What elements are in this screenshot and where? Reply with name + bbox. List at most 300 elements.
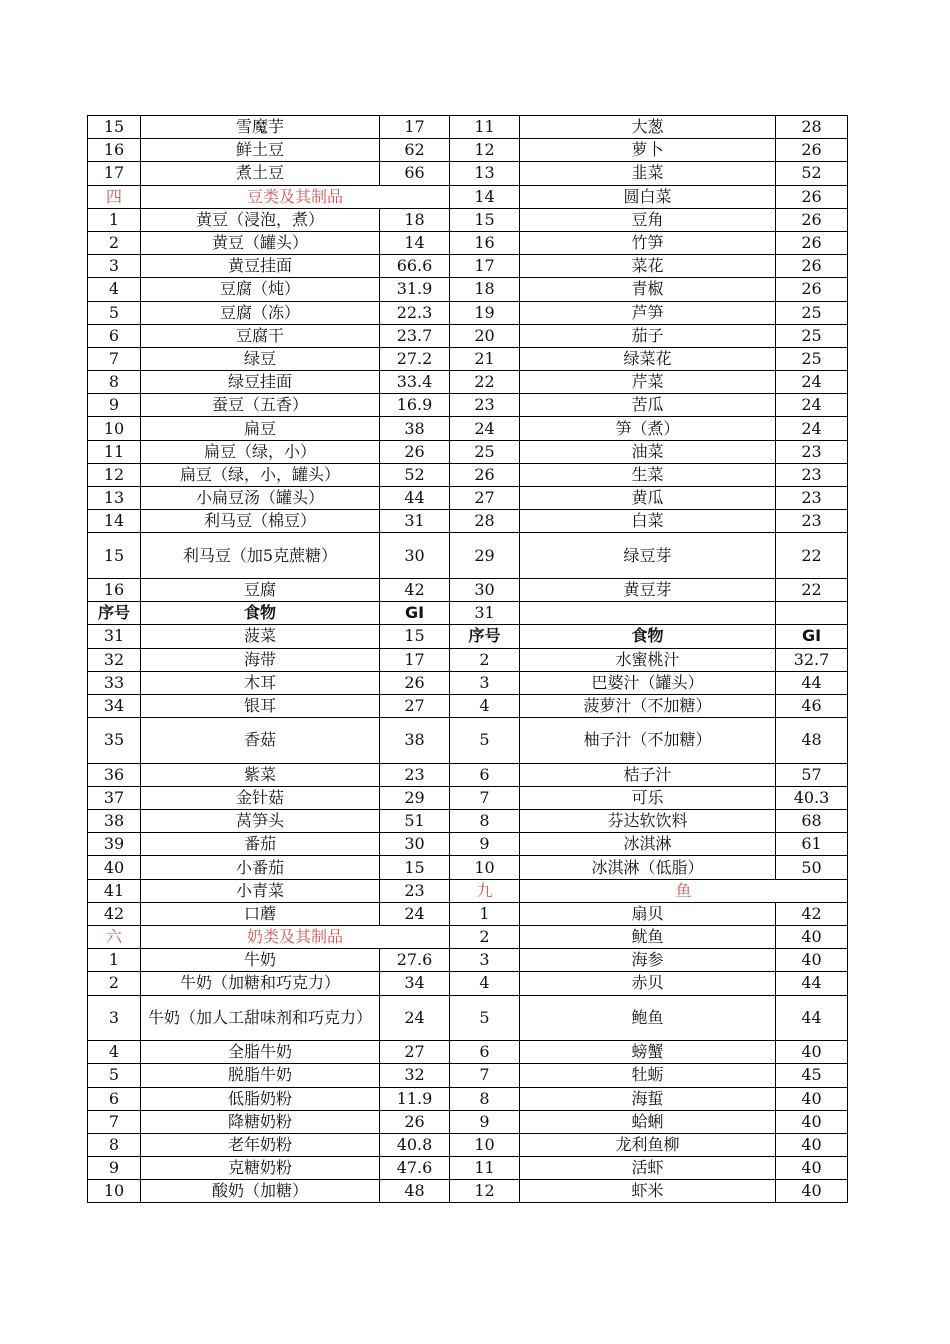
right-number-cell: 3 xyxy=(450,671,520,694)
left-category-number: 六 xyxy=(88,926,141,949)
right-food-cell: 可乐 xyxy=(520,786,776,809)
left-gi-cell: 44 xyxy=(380,487,450,510)
left-number-cell: 16 xyxy=(88,578,141,601)
right-gi-cell: 44 xyxy=(776,671,848,694)
left-food-cell: 扁豆（绿，小） xyxy=(141,440,380,463)
right-food-cell: 冰淇淋 xyxy=(520,833,776,856)
table-row xyxy=(88,208,848,231)
table-row xyxy=(88,301,848,324)
left-number-cell: 15 xyxy=(88,533,141,579)
left-gi-cell: 48 xyxy=(380,1180,450,1203)
right-food-cell: 豆角 xyxy=(520,208,776,231)
left-number-cell: 11 xyxy=(88,440,141,463)
left-food-cell: 小番茄 xyxy=(141,856,380,879)
left-food-cell: 番茄 xyxy=(141,833,380,856)
table-row xyxy=(88,763,848,786)
right-food-cell: 虾米 xyxy=(520,1180,776,1203)
right-food-cell: 白菜 xyxy=(520,510,776,533)
left-food-cell: 牛奶 xyxy=(141,949,380,972)
right-gi-cell: 24 xyxy=(776,394,848,417)
right-gi-cell: 22 xyxy=(776,578,848,601)
table-row xyxy=(88,347,848,370)
left-gi-cell: 27.2 xyxy=(380,347,450,370)
right-food-cell: 芹菜 xyxy=(520,371,776,394)
right-food-cell: 青椒 xyxy=(520,278,776,301)
left-number-cell: 1 xyxy=(88,208,141,231)
left-food-cell: 老年奶粉 xyxy=(141,1133,380,1156)
left-number-cell: 12 xyxy=(88,463,141,486)
right-number-cell: 12 xyxy=(450,1180,520,1203)
right-category-title: 鱼 xyxy=(520,879,848,902)
table-row xyxy=(88,694,848,717)
left-number-cell: 37 xyxy=(88,786,141,809)
left-gi-cell: 23 xyxy=(380,763,450,786)
right-food-cell: 生菜 xyxy=(520,463,776,486)
right-number-cell: 2 xyxy=(450,648,520,671)
left-food-cell: 雪魔芋 xyxy=(141,116,380,139)
left-gi-cell: 17 xyxy=(380,116,450,139)
left-number-cell: 14 xyxy=(88,510,141,533)
right-number-cell: 11 xyxy=(450,1157,520,1180)
left-header-food: 食物 xyxy=(141,602,380,625)
right-food-cell: 蛤蜊 xyxy=(520,1110,776,1133)
left-food-cell: 木耳 xyxy=(141,671,380,694)
table-row xyxy=(88,833,848,856)
left-food-cell: 扁豆（绿，小，罐头） xyxy=(141,463,380,486)
table-row xyxy=(88,1157,848,1180)
right-number-cell: 18 xyxy=(450,278,520,301)
left-number-cell: 5 xyxy=(88,1064,141,1087)
left-gi-cell: 33.4 xyxy=(380,371,450,394)
right-food-cell: 大葱 xyxy=(520,116,776,139)
table-row xyxy=(88,162,848,185)
gi-food-table xyxy=(87,115,848,1203)
right-number-cell: 10 xyxy=(450,856,520,879)
left-category-title: 奶类及其制品 xyxy=(141,926,450,949)
left-food-cell: 银耳 xyxy=(141,694,380,717)
table-row xyxy=(88,487,848,510)
table-row xyxy=(88,972,848,995)
right-number-cell: 26 xyxy=(450,463,520,486)
left-gi-cell: 27.6 xyxy=(380,949,450,972)
right-food-cell: 圆白菜 xyxy=(520,185,776,208)
right-number-cell: 27 xyxy=(450,487,520,510)
left-number-cell: 9 xyxy=(88,1157,141,1180)
left-gi-cell: 66 xyxy=(380,162,450,185)
right-food-cell: 菜花 xyxy=(520,255,776,278)
table-row xyxy=(88,902,848,925)
left-food-cell: 黄豆挂面 xyxy=(141,255,380,278)
table-row xyxy=(88,879,848,902)
right-food-cell: 韭菜 xyxy=(520,162,776,185)
right-gi-cell: 40.3 xyxy=(776,786,848,809)
left-food-cell: 降糖奶粉 xyxy=(141,1110,380,1133)
table-row xyxy=(88,371,848,394)
table-row xyxy=(88,417,848,440)
left-food-cell: 鲜土豆 xyxy=(141,139,380,162)
left-header-number: 序号 xyxy=(88,602,141,625)
right-food-cell: 萝卜 xyxy=(520,139,776,162)
table-row xyxy=(88,255,848,278)
right-number-cell: 19 xyxy=(450,301,520,324)
right-gi-cell: 40 xyxy=(776,1157,848,1180)
right-number-cell: 4 xyxy=(450,694,520,717)
left-number-cell: 15 xyxy=(88,116,141,139)
left-gi-cell: 11.9 xyxy=(380,1087,450,1110)
right-gi-cell: 26 xyxy=(776,185,848,208)
table-row xyxy=(88,510,848,533)
right-food-cell: 绿菜花 xyxy=(520,347,776,370)
table-row xyxy=(88,1133,848,1156)
right-food-cell: 赤贝 xyxy=(520,972,776,995)
right-number-cell: 10 xyxy=(450,1133,520,1156)
right-number-cell: 13 xyxy=(450,162,520,185)
left-number-cell: 38 xyxy=(88,810,141,833)
left-number-cell: 41 xyxy=(88,879,141,902)
right-number-cell: 1 xyxy=(450,902,520,925)
right-gi-cell: 40 xyxy=(776,1087,848,1110)
right-gi-cell: 57 xyxy=(776,763,848,786)
left-gi-cell: 30 xyxy=(380,833,450,856)
right-gi-cell: 26 xyxy=(776,255,848,278)
right-gi-cell: 26 xyxy=(776,139,848,162)
left-gi-cell: 17 xyxy=(380,648,450,671)
table-row xyxy=(88,671,848,694)
right-number-cell: 8 xyxy=(450,1087,520,1110)
right-gi-cell: 42 xyxy=(776,902,848,925)
left-food-cell: 酸奶（加糖） xyxy=(141,1180,380,1203)
right-gi-cell: 52 xyxy=(776,162,848,185)
right-gi-cell: 25 xyxy=(776,301,848,324)
left-food-cell: 菠菜 xyxy=(141,625,380,648)
right-header-number: 序号 xyxy=(450,625,520,648)
left-gi-cell: 38 xyxy=(380,718,450,764)
right-food-cell: 芬达软饮料 xyxy=(520,810,776,833)
left-number-cell: 34 xyxy=(88,694,141,717)
left-food-cell: 牛奶（加糖和巧克力） xyxy=(141,972,380,995)
left-gi-cell: 66.6 xyxy=(380,255,450,278)
right-food-cell: 苦瓜 xyxy=(520,394,776,417)
right-gi-cell: 68 xyxy=(776,810,848,833)
right-header-food: 食物 xyxy=(520,625,776,648)
left-number-cell: 10 xyxy=(88,1180,141,1203)
left-number-cell: 16 xyxy=(88,139,141,162)
right-food-cell: 牡蛎 xyxy=(520,1064,776,1087)
left-number-cell: 5 xyxy=(88,301,141,324)
left-number-cell: 6 xyxy=(88,324,141,347)
table-row xyxy=(88,185,848,208)
left-food-cell: 香菇 xyxy=(141,718,380,764)
left-number-cell: 2 xyxy=(88,231,141,254)
right-number-cell: 9 xyxy=(450,833,520,856)
left-category-title: 豆类及其制品 xyxy=(141,185,450,208)
left-gi-cell: 47.6 xyxy=(380,1157,450,1180)
left-number-cell: 32 xyxy=(88,648,141,671)
right-gi-cell: 40 xyxy=(776,1133,848,1156)
left-food-cell: 低脂奶粉 xyxy=(141,1087,380,1110)
left-gi-cell: 15 xyxy=(380,856,450,879)
table-row xyxy=(88,625,848,648)
right-number-cell: 24 xyxy=(450,417,520,440)
left-gi-cell: 27 xyxy=(380,694,450,717)
table-row xyxy=(88,1064,848,1087)
left-gi-cell: 23.7 xyxy=(380,324,450,347)
right-food-cell: 黄豆芽 xyxy=(520,578,776,601)
right-food-cell: 桔子汁 xyxy=(520,763,776,786)
right-gi-cell: 25 xyxy=(776,324,848,347)
left-food-cell: 小扁豆汤（罐头） xyxy=(141,487,380,510)
left-number-cell: 2 xyxy=(88,972,141,995)
left-food-cell: 利马豆（加5克蔗糖） xyxy=(141,533,380,579)
right-gi-cell: 23 xyxy=(776,510,848,533)
table-row xyxy=(88,440,848,463)
left-gi-cell: 24 xyxy=(380,902,450,925)
right-number-cell: 5 xyxy=(450,718,520,764)
right-number-cell: 8 xyxy=(450,810,520,833)
left-gi-cell: 62 xyxy=(380,139,450,162)
right-gi-cell: 23 xyxy=(776,487,848,510)
right-food-cell: 柚子汁（不加糖） xyxy=(520,718,776,764)
right-food-cell: 冰淇淋（低脂） xyxy=(520,856,776,879)
left-number-cell: 7 xyxy=(88,347,141,370)
left-number-cell: 17 xyxy=(88,162,141,185)
right-number-cell: 22 xyxy=(450,371,520,394)
left-number-cell: 7 xyxy=(88,1110,141,1133)
table-row xyxy=(88,1180,848,1203)
table-row xyxy=(88,856,848,879)
right-gi-cell: 24 xyxy=(776,371,848,394)
right-gi-cell: 23 xyxy=(776,463,848,486)
right-gi-cell: 45 xyxy=(776,1064,848,1087)
left-number-cell: 8 xyxy=(88,371,141,394)
left-gi-cell: 31.9 xyxy=(380,278,450,301)
left-food-cell: 金针菇 xyxy=(141,786,380,809)
right-gi-cell xyxy=(776,602,848,625)
right-category-number: 九 xyxy=(450,879,520,902)
right-food-cell: 螃蟹 xyxy=(520,1041,776,1064)
right-number-cell: 30 xyxy=(450,578,520,601)
right-food-cell: 菠萝汁（不加糖） xyxy=(520,694,776,717)
left-number-cell: 36 xyxy=(88,763,141,786)
table-row xyxy=(88,324,848,347)
table-row xyxy=(88,139,848,162)
left-number-cell: 42 xyxy=(88,902,141,925)
left-food-cell: 煮土豆 xyxy=(141,162,380,185)
right-number-cell: 7 xyxy=(450,1064,520,1087)
left-number-cell: 31 xyxy=(88,625,141,648)
left-food-cell: 扁豆 xyxy=(141,417,380,440)
left-number-cell: 33 xyxy=(88,671,141,694)
right-number-cell: 15 xyxy=(450,208,520,231)
right-food-cell: 海参 xyxy=(520,949,776,972)
right-number-cell: 21 xyxy=(450,347,520,370)
left-number-cell: 4 xyxy=(88,1041,141,1064)
right-food-cell: 绿豆芽 xyxy=(520,533,776,579)
right-gi-cell: 40 xyxy=(776,926,848,949)
right-food-cell: 茄子 xyxy=(520,324,776,347)
left-food-cell: 小青菜 xyxy=(141,879,380,902)
left-food-cell: 全脂牛奶 xyxy=(141,1041,380,1064)
left-food-cell: 绿豆挂面 xyxy=(141,371,380,394)
right-gi-cell: 23 xyxy=(776,440,848,463)
left-gi-cell: 26 xyxy=(380,440,450,463)
right-food-cell: 笋（煮） xyxy=(520,417,776,440)
left-number-cell: 10 xyxy=(88,417,141,440)
table-row xyxy=(88,1110,848,1133)
left-food-cell: 蚕豆（五香） xyxy=(141,394,380,417)
right-gi-cell: 22 xyxy=(776,533,848,579)
right-number-cell: 7 xyxy=(450,786,520,809)
right-number-cell: 28 xyxy=(450,510,520,533)
left-gi-cell: 23 xyxy=(380,879,450,902)
left-gi-cell: 15 xyxy=(380,625,450,648)
left-food-cell: 紫菜 xyxy=(141,763,380,786)
right-header-gi: GI xyxy=(776,625,848,648)
left-gi-cell: 18 xyxy=(380,208,450,231)
right-food-cell: 海蜇 xyxy=(520,1087,776,1110)
table-row xyxy=(88,995,848,1041)
right-gi-cell: 46 xyxy=(776,694,848,717)
left-food-cell: 脱脂牛奶 xyxy=(141,1064,380,1087)
left-number-cell: 8 xyxy=(88,1133,141,1156)
right-number-cell: 31 xyxy=(450,602,520,625)
left-gi-cell: 52 xyxy=(380,463,450,486)
right-food-cell xyxy=(520,602,776,625)
left-food-cell: 牛奶（加人工甜味剂和巧克力） xyxy=(141,995,380,1041)
right-number-cell: 17 xyxy=(450,255,520,278)
right-gi-cell: 26 xyxy=(776,231,848,254)
left-gi-cell: 30 xyxy=(380,533,450,579)
table-row xyxy=(88,116,848,139)
right-gi-cell: 44 xyxy=(776,995,848,1041)
left-food-cell: 绿豆 xyxy=(141,347,380,370)
left-number-cell: 6 xyxy=(88,1087,141,1110)
left-gi-cell: 27 xyxy=(380,1041,450,1064)
right-number-cell: 14 xyxy=(450,185,520,208)
left-number-cell: 1 xyxy=(88,949,141,972)
left-food-cell: 口蘑 xyxy=(141,902,380,925)
left-number-cell: 35 xyxy=(88,718,141,764)
left-food-cell: 豆腐（冻） xyxy=(141,301,380,324)
left-food-cell: 莴笋头 xyxy=(141,810,380,833)
table-row xyxy=(88,718,848,764)
left-gi-cell: 34 xyxy=(380,972,450,995)
left-number-cell: 3 xyxy=(88,255,141,278)
left-food-cell: 海带 xyxy=(141,648,380,671)
left-gi-cell: 26 xyxy=(380,1110,450,1133)
left-gi-cell: 16.9 xyxy=(380,394,450,417)
right-food-cell: 巴婆汁（罐头） xyxy=(520,671,776,694)
left-gi-cell: 42 xyxy=(380,578,450,601)
right-food-cell: 扇贝 xyxy=(520,902,776,925)
left-gi-cell: 40.8 xyxy=(380,1133,450,1156)
left-gi-cell: 32 xyxy=(380,1064,450,1087)
right-number-cell: 12 xyxy=(450,139,520,162)
right-gi-cell: 40 xyxy=(776,949,848,972)
left-number-cell: 13 xyxy=(88,487,141,510)
right-gi-cell: 32.7 xyxy=(776,648,848,671)
left-number-cell: 4 xyxy=(88,278,141,301)
table-row xyxy=(88,394,848,417)
right-food-cell: 水蜜桃汁 xyxy=(520,648,776,671)
table-row xyxy=(88,926,848,949)
left-food-cell: 黄豆（罐头） xyxy=(141,231,380,254)
left-number-cell: 3 xyxy=(88,995,141,1041)
right-number-cell: 11 xyxy=(450,116,520,139)
table-row xyxy=(88,786,848,809)
left-gi-cell: 51 xyxy=(380,810,450,833)
right-food-cell: 黄瓜 xyxy=(520,487,776,510)
right-number-cell: 5 xyxy=(450,995,520,1041)
left-number-cell: 9 xyxy=(88,394,141,417)
left-gi-cell: 14 xyxy=(380,231,450,254)
right-gi-cell: 24 xyxy=(776,417,848,440)
right-number-cell: 23 xyxy=(450,394,520,417)
right-number-cell: 6 xyxy=(450,763,520,786)
right-gi-cell: 26 xyxy=(776,278,848,301)
right-gi-cell: 44 xyxy=(776,972,848,995)
right-gi-cell: 26 xyxy=(776,208,848,231)
left-gi-cell: 38 xyxy=(380,417,450,440)
right-food-cell: 芦笋 xyxy=(520,301,776,324)
left-food-cell: 豆腐 xyxy=(141,578,380,601)
right-food-cell: 竹笋 xyxy=(520,231,776,254)
left-number-cell: 39 xyxy=(88,833,141,856)
right-food-cell: 鲍鱼 xyxy=(520,995,776,1041)
table-row xyxy=(88,949,848,972)
right-gi-cell: 40 xyxy=(776,1180,848,1203)
gi-table-body xyxy=(88,116,848,1203)
right-number-cell: 25 xyxy=(450,440,520,463)
right-gi-cell: 28 xyxy=(776,116,848,139)
left-gi-cell: 29 xyxy=(380,786,450,809)
table-row xyxy=(88,578,848,601)
right-gi-cell: 48 xyxy=(776,718,848,764)
left-food-cell: 克糖奶粉 xyxy=(141,1157,380,1180)
right-food-cell: 龙利鱼柳 xyxy=(520,1133,776,1156)
table-row xyxy=(88,1087,848,1110)
left-food-cell: 黄豆（浸泡，煮） xyxy=(141,208,380,231)
right-food-cell: 油菜 xyxy=(520,440,776,463)
right-number-cell: 4 xyxy=(450,972,520,995)
left-food-cell: 豆腐（炖） xyxy=(141,278,380,301)
right-number-cell: 3 xyxy=(450,949,520,972)
right-gi-cell: 40 xyxy=(776,1041,848,1064)
right-food-cell: 活虾 xyxy=(520,1157,776,1180)
table-row xyxy=(88,533,848,579)
right-gi-cell: 61 xyxy=(776,833,848,856)
table-row xyxy=(88,602,848,625)
left-header-gi: GI xyxy=(380,602,450,625)
left-number-cell: 40 xyxy=(88,856,141,879)
left-gi-cell: 31 xyxy=(380,510,450,533)
right-gi-cell: 40 xyxy=(776,1110,848,1133)
table-row xyxy=(88,278,848,301)
right-gi-cell: 25 xyxy=(776,347,848,370)
left-gi-cell: 22.3 xyxy=(380,301,450,324)
left-food-cell: 豆腐干 xyxy=(141,324,380,347)
left-gi-cell: 26 xyxy=(380,671,450,694)
left-food-cell: 利马豆（棉豆） xyxy=(141,510,380,533)
table-row xyxy=(88,231,848,254)
right-number-cell: 9 xyxy=(450,1110,520,1133)
right-food-cell: 鱿鱼 xyxy=(520,926,776,949)
table-row xyxy=(88,1041,848,1064)
right-number-cell: 16 xyxy=(450,231,520,254)
left-gi-cell: 24 xyxy=(380,995,450,1041)
right-number-cell: 20 xyxy=(450,324,520,347)
right-gi-cell: 50 xyxy=(776,856,848,879)
